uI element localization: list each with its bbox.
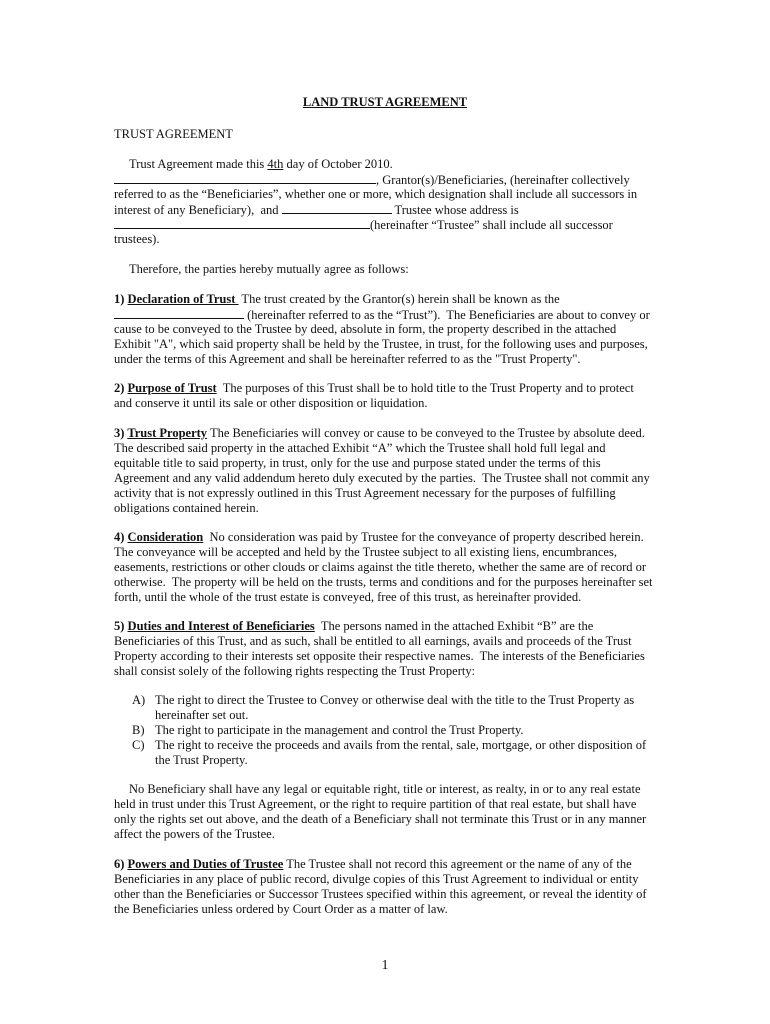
list-item-a-label: A) <box>132 693 146 707</box>
section-5-para-line-3: only the rights set out above, and the death of a Beneficiary shall not terminate this Trust or in any manner <box>114 812 647 826</box>
section-6-line-3: other than the Beneficiaries or Successor Trustees specified within this agreement, or reveal the identity of <box>114 887 647 901</box>
section-3-line-1: 3) Trust Property The Beneficiaries will convey or cause to be conveyed to the Trustee by absolute deed. <box>114 426 645 440</box>
section-4-line-5: forth, until the whole of the trust estate is conveyed, free of this trust, as hereinafter provided. <box>114 590 582 604</box>
section-6-line-2: Beneficiaries in any place of public record, divulge copies of this Trust Agreement to individual or entity <box>114 872 639 886</box>
section-3-line-5: activity that is not expressly outlined in this Trust Agreement necessary for the purposes of fulfilling <box>114 486 616 500</box>
intro-line-1: Trust Agreement made this 4th day of October 2010. <box>129 157 393 171</box>
section-4-line-4: otherwise. The property will be held on the trusts, terms and conditions and for the purposes hereinafter set <box>114 575 653 589</box>
section-6-line-1: 6) Powers and Duties of Trustee The Trustee shall not record this agreement or the name of any of the <box>114 857 632 871</box>
section-1-line-2: (hereinafter referred to as the “Trust”). The Beneficiaries are about to convey or <box>114 307 650 323</box>
section-4-line-2: The conveyance will be accepted and held by the Trustee subject to all existing liens, encumbrances, <box>114 545 617 559</box>
intro-line-3: referred to as the “Beneficiaries”, whether one or more, which designation shall include all successors in <box>114 187 638 201</box>
section-2-line-2: and conserve it until its sale or other disposition or liquidation. <box>114 396 428 410</box>
section-5-line-3: Property according to their interests set opposite their respective names. The interests of the Beneficiaries <box>114 649 645 663</box>
list-item-c-label: C) <box>132 738 145 752</box>
section-5-para-line-1: No Beneficiary shall have any legal or equitable right, title or interest, as realty, in or to any real estate <box>129 782 641 796</box>
list-item-c-line-2: the Trust Property. <box>155 753 248 767</box>
trustee-name-field[interactable] <box>282 202 392 214</box>
intro-line-2: , Grantor(s)/Beneficiaries, (hereinafter collectively <box>114 172 630 188</box>
section-6-heading: Powers and Duties of Trustee <box>127 857 284 871</box>
list-item-a-line-2: hereinafter set out. <box>155 708 249 722</box>
section-1-line-1: 1) Declaration of Trust The trust created by the Grantor(s) herein shall be known as the <box>114 292 560 306</box>
section-5-para-line-4: affect the powers of the Trustee. <box>114 827 275 841</box>
trust-name-field[interactable] <box>114 307 244 319</box>
list-item-b-line-1: The right to participate in the management and control the Trust Property. <box>155 723 524 737</box>
list-item-a-line-1: The right to direct the Trustee to Convey or otherwise deal with the title to the Trust Property as <box>155 693 635 707</box>
grantor-name-field[interactable] <box>114 172 376 184</box>
section-2-heading: Purpose of Trust <box>127 381 217 395</box>
page-number: 1 <box>381 958 389 973</box>
list-item-c-line-1: The right to receive the proceeds and avails from the rental, sale, mortgage, or other disposition of <box>155 738 647 752</box>
section-2-line-1: 2) Purpose of Trust The purposes of this Trust shall be to hold title to the Trust Property and to protect <box>114 381 634 395</box>
section-4-line-1: 4) Consideration No consideration was paid by Trustee for the conveyance of property described herein. <box>114 530 644 544</box>
section-1-heading: Declaration of Trust <box>127 292 239 306</box>
document-subtitle: TRUST AGREEMENT <box>114 127 233 141</box>
section-5-line-2: Beneficiaries of this Trust, and as such, shall be entitled to all earnings, avails and proceeds of the Trust <box>114 634 632 648</box>
section-3-line-3: equitable title to said property, in trust, only for the use and purpose stated under the terms of this <box>114 456 601 470</box>
section-5-para-line-2: held in trust under this Trust Agreement, or the right to require partition of that real estate, but shall have <box>114 797 637 811</box>
therefore-line: Therefore, the parties hereby mutually agree as follows: <box>129 262 409 276</box>
section-3-line-2: The described said property in the attached Exhibit “A” which the Trustee shall hold full legal and <box>114 441 606 455</box>
intro-line-6: trustees). <box>114 232 160 246</box>
trustee-address-field[interactable] <box>114 217 370 229</box>
intro-line-4: interest of any Beneficiary), and Trustee whose address is <box>114 203 519 217</box>
section-1-line-3: cause to be conveyed to the Trustee by deed, absolute in form, the property described in the attached <box>114 322 617 336</box>
section-5-line-1: 5) Duties and Interest of Beneficiaries The persons named in the attached Exhibit “B” are the <box>114 619 594 633</box>
section-1-line-5: under the terms of this Agreement and shall be hereinafter referred to as the "Trust Property". <box>114 352 581 366</box>
section-5-line-4: shall consist solely of the following rights respecting the Trust Property: <box>114 664 476 678</box>
document-title: LAND TRUST AGREEMENT <box>302 95 468 109</box>
section-4-line-3: easements, restrictions or other clouds or claims against the title thereto, whether the same are of record or <box>114 560 647 574</box>
section-3-line-6: obligations contained herein. <box>114 501 259 515</box>
list-item-b-label: B) <box>132 723 145 737</box>
intro-line-5: (hereinafter “Trustee” shall include all successor <box>114 217 613 233</box>
section-3-line-4: Agreement and any valid addendum hereto duly executed by the parties. The Trustee shall not commit any <box>114 471 650 485</box>
section-6-line-4: the Beneficiaries unless ordered by Court Order as a matter of law. <box>114 902 448 916</box>
agreement-day: 4th <box>267 157 284 171</box>
section-1-line-4: Exhibit "A", which said property shall be held by the Trustee, in trust, for the following uses and purposes, <box>114 337 648 351</box>
section-5-heading: Duties and Interest of Beneficiaries <box>127 619 315 633</box>
section-4-heading: Consideration <box>127 530 204 544</box>
section-3-heading: Trust Property <box>127 426 208 440</box>
